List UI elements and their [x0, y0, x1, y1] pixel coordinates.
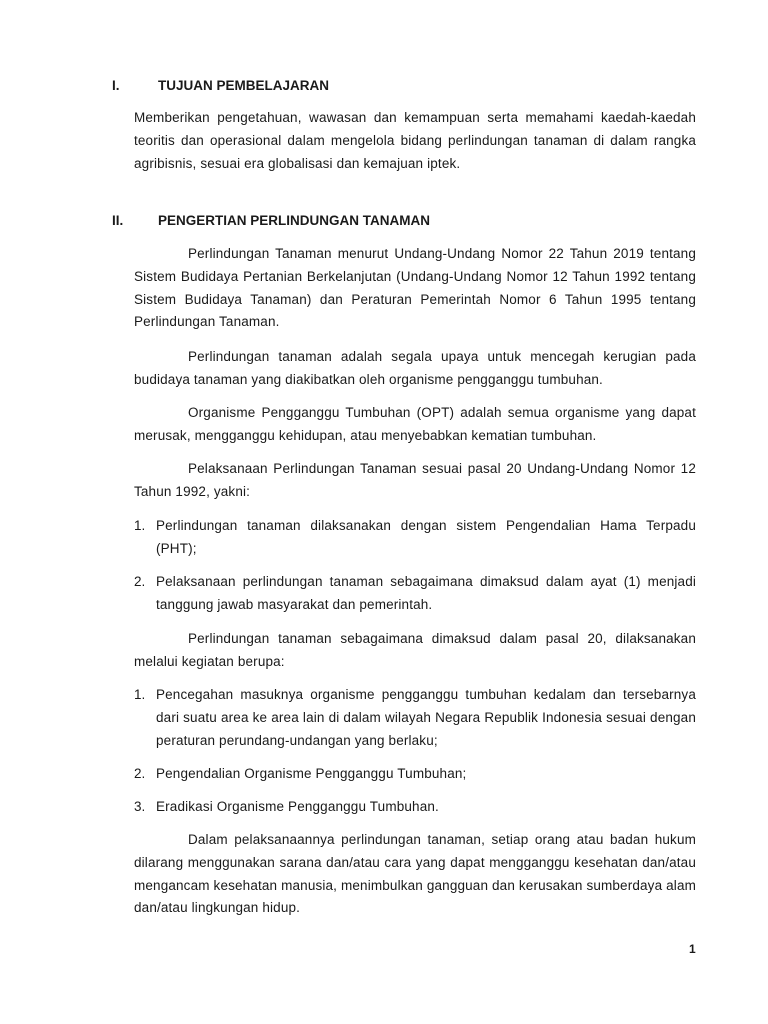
section-1-paragraph: Memberikan pengetahuan, wawasan dan kemampuan serta memahami kaedah-kaedah teoritis dan operasional dalam mengelola bidang perlindungan tanaman di dalam rangka agribisnis, sesuai era globalisasi dan kemajuan iptek.: [134, 110, 696, 171]
list-item: [134, 796, 696, 819]
list-item: [134, 571, 696, 617]
list-item: [134, 684, 696, 752]
list-item-text: Pencegahan masuknya organisme pengganggu tumbuhan kedalam dan tersebarnya dari suatu area ke area lain di dalam wilayah Negara Republik Indonesia sesuai dengan peraturan perundang-undangan yang berlaku;: [156, 687, 696, 748]
list-marker: 2.: [134, 766, 146, 781]
paragraph-definition-opt: Organisme Pengganggu Tumbuhan (OPT) adalah semua organisme yang dapat merusak, mengganggu kehidupan, atau menyebabkan kematian tumbuhan.: [134, 405, 696, 443]
list-item-text: Pengendalian Organisme Pengganggu Tumbuhan;: [156, 766, 467, 781]
list-item-text: Pelaksanaan perlindungan tanaman sebagaimana dimaksud dalam ayat (1) menjadi tanggung jawab masyarakat dan pemerintah.: [156, 574, 696, 612]
list-marker: 1.: [134, 687, 146, 702]
paragraph-activities: Perlindungan tanaman sebagaimana dimaksud dalam pasal 20, dilaksanakan melalui kegiatan berupa:: [134, 631, 696, 669]
list-marker: 2.: [134, 574, 146, 589]
paragraph-definition-protection: Perlindungan tanaman adalah segala upaya untuk mencegah kerugian pada budidaya tanaman yang diakibatkan oleh organisme pengganggu tumbuhan.: [134, 349, 696, 387]
list-marker: 1.: [134, 518, 146, 533]
list-item: [134, 763, 696, 786]
list-item-text: Eradikasi Organisme Pengganggu Tumbuhan.: [156, 799, 439, 814]
section-1-number: I.: [112, 78, 120, 93]
page-number: 1: [689, 942, 696, 956]
paragraph-prohibition: Dalam pelaksanaannya perlindungan tanaman, setiap orang atau badan hukum dilarang menggunakan sarana dan/atau cara yang dapat mengganggu kesehatan dan/atau mengancam kesehatan manusia, menimbulkan gangguan dan kerusakan sumberdaya alam dan/atau lingkungan hidup.: [134, 832, 696, 916]
paragraph-definition-law: Perlindungan Tanaman menurut Undang-Undang Nomor 22 Tahun 2019 tentang Sistem Budidaya Pertanian Berkelanjutan (Undang-Undang Nomor 12 Tahun 1992 tentang Sistem Budidaya Tanaman) dan Peraturan Pemerintah Nomor 6 Tahun 1995 tentang Perlindungan Tanaman.: [134, 246, 696, 330]
list-marker: 3.: [134, 799, 146, 814]
section-2-title: PENGERTIAN PERLINDUNGAN TANAMAN: [158, 213, 430, 228]
paragraph-implementation: Pelaksanaan Perlindungan Tanaman sesuai pasal 20 Undang-Undang Nomor 12 Tahun 1992, yakni:: [134, 461, 696, 499]
list-item: [134, 515, 696, 561]
list-item-text: Perlindungan tanaman dilaksanakan dengan sistem Pengendalian Hama Terpadu (PHT);: [156, 518, 696, 556]
section-1-title: TUJUAN PEMBELAJARAN: [158, 78, 330, 93]
section-2-number: II.: [112, 213, 124, 228]
